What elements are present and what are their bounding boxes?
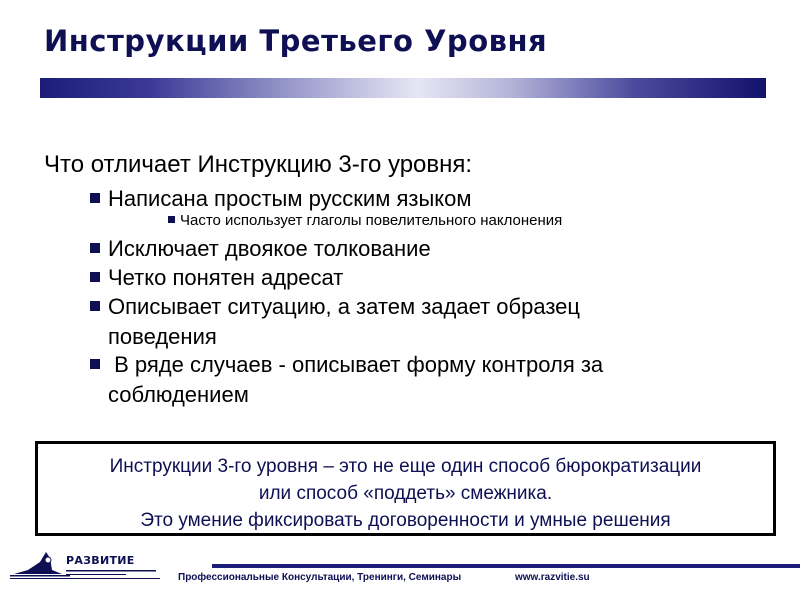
bullet-square-icon <box>90 272 100 282</box>
sub-bullet-text: Часто использует глаголы повелительного наклонения <box>180 212 563 229</box>
bullet-item <box>90 184 472 214</box>
bullet-text: Написана простым русским языком <box>108 186 472 211</box>
logo-name: РАЗВИТИЕ <box>66 554 135 567</box>
footer-divider <box>212 564 800 568</box>
logo-mountain-icon <box>14 552 62 574</box>
footer-url[interactable]: www.razvitie.su <box>515 572 590 583</box>
section-heading: Что отличает Инструкцию 3-го уровня: <box>44 151 473 178</box>
slide-title: Инструкции Третьего Уровня <box>44 24 548 58</box>
bullet-square-icon <box>90 243 100 253</box>
bullet-text: Описывает ситуацию, а затем задает образец <box>108 294 581 319</box>
callout-line: Инструкции 3-го уровня – это не еще один способ бюрократизации <box>109 456 702 477</box>
bullet-item <box>90 350 603 410</box>
bullet-text: Исключает двоякое толкование <box>108 236 431 261</box>
bullet-text: В ряде случаев - описывает форму контроля за <box>108 352 604 377</box>
callout-box <box>35 441 776 536</box>
bullet-item <box>90 292 580 352</box>
bullet-square-icon <box>90 301 100 311</box>
callout-line: Это умение фиксировать договоренности и умные решения <box>140 510 671 531</box>
bullet-square-icon <box>168 216 175 223</box>
bullet-text: Четко понятен адресат <box>108 265 344 290</box>
title-gradient-bar <box>40 78 766 98</box>
bullet-item <box>90 263 343 293</box>
bullet-text-continuation: поведения <box>108 324 217 349</box>
footer-services: Профессиональные Консультации, Тренинги, Семинары <box>178 572 462 583</box>
bullet-text-continuation: соблюдением <box>108 382 249 407</box>
bullet-item <box>90 234 431 264</box>
callout-line: или способ «поддеть» смежника. <box>258 483 553 504</box>
bullet-square-icon <box>90 193 100 203</box>
bullet-square-icon <box>90 359 100 369</box>
sub-bullet-item <box>168 212 562 229</box>
